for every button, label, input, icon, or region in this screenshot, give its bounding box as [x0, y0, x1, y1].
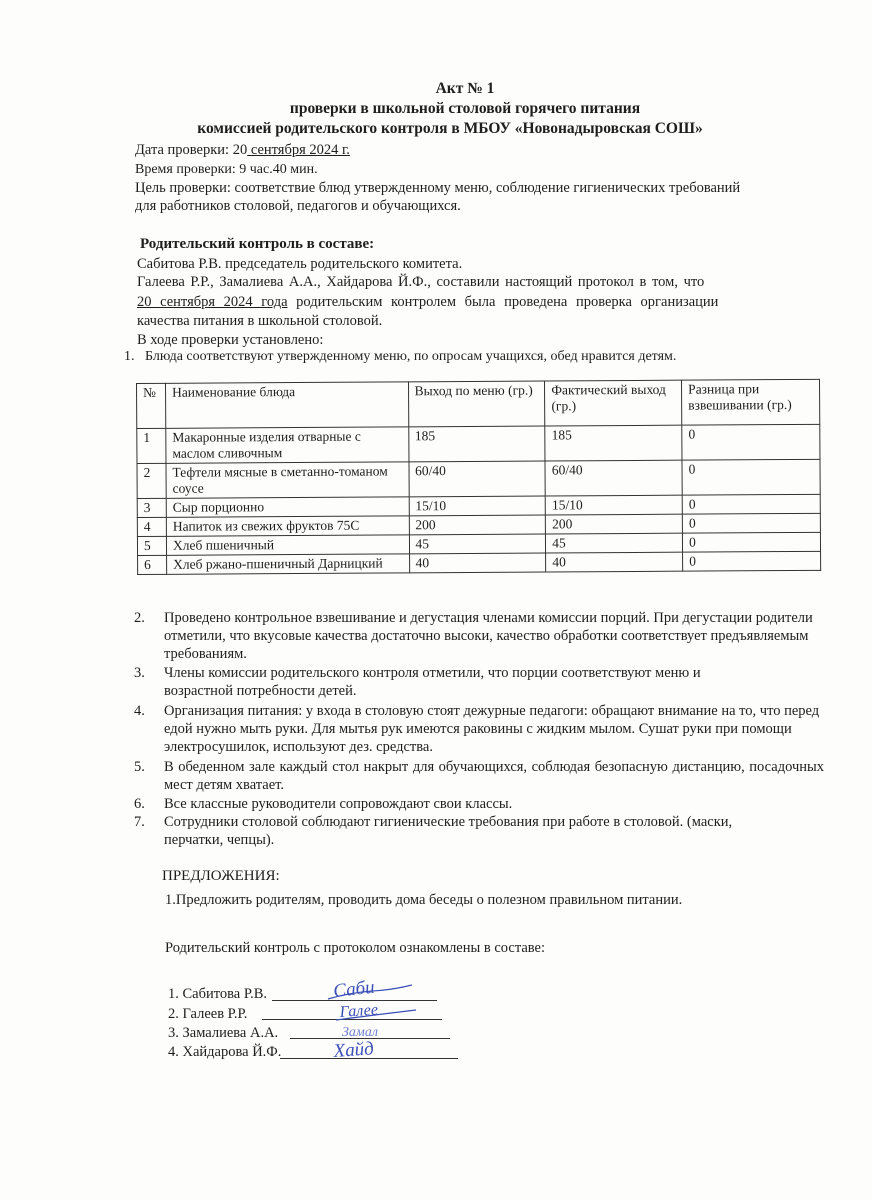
- cell: 45: [546, 533, 683, 553]
- column-header: №: [137, 383, 166, 428]
- table-row: [137, 424, 820, 463]
- cell: 60/40: [545, 460, 682, 496]
- item-number: 2.: [134, 610, 145, 626]
- proposals-heading: ПРЕДЛОЖЕНИЯ:: [162, 868, 280, 884]
- cell: 0: [682, 459, 820, 495]
- table-header-row: [137, 379, 820, 428]
- cell: 5: [137, 536, 166, 555]
- cell: 6: [138, 555, 167, 574]
- cell: 200: [409, 515, 546, 535]
- item-number: 5.: [134, 759, 145, 775]
- commission-line: качества питания в школьной столовой.: [137, 313, 383, 329]
- signatures-handwritten: [320, 975, 440, 1070]
- item-text: Блюда соответствуют утвержденному меню, по опросам учащихся, обед нравится детям.: [145, 349, 677, 364]
- cell: 1: [137, 428, 166, 463]
- cell: Тефтели мясные в сметанно-томаном соусе: [166, 462, 409, 498]
- cell: 4: [137, 517, 166, 536]
- commission-line: В ходе проверки установлено:: [137, 332, 324, 348]
- item-number: 3.: [134, 665, 145, 681]
- date-day: 20: [232, 142, 248, 158]
- column-header: Наименование блюда: [165, 382, 408, 428]
- document-subtitle-2: комиссией родительского контроля в МБОУ «Новонадыровская СОШ»: [197, 120, 703, 137]
- document-title: Акт № 1: [435, 80, 495, 97]
- document-subtitle: проверки в школьной столовой горячего питания: [289, 100, 641, 117]
- finding-item-4: [134, 702, 824, 756]
- item-text: Сотрудники столовой соблюдают гигиенические требования при работе в столовой. (маски, перчатки, чепцы).: [164, 814, 733, 848]
- signer-name: 4. Хайдарова Й.Ф.: [168, 1044, 282, 1060]
- cell: 45: [409, 534, 546, 554]
- cell: 200: [546, 514, 683, 534]
- date-label: Дата проверки:: [135, 142, 233, 158]
- commission-text: родительским контролем была проведена проверка организации: [287, 294, 719, 310]
- cell: 0: [683, 532, 821, 552]
- item-number: 6.: [134, 796, 145, 812]
- finding-item-6: [134, 795, 824, 813]
- proposal-item: 1.Предложить родителям, проводить дома беседы о полезном правильном питании.: [165, 892, 683, 908]
- item-text: Организация питания: у входа в столовую стоят дежурные педагоги: обращают внимание на то, что перед едой нужно мыть руки. Для мытья рук имеются раковины с жидким мылом. Сушат руки при помощи электросушилок, используют дез. средства.: [164, 703, 820, 755]
- item-text: Проведено контрольное взвешивание и дегустация членами комиссии порций. При дегустации родители отметили, что вкусовые качества достаточно высоки, качество обработки соответствует предъявляемым требованиям.: [164, 610, 813, 662]
- commission-line: Сабитова Р.В. председатель родительского комитета.: [137, 256, 463, 272]
- cell: Макаронные изделия отварные с маслом сливочным: [166, 427, 409, 463]
- signer-name: 3. Замалиева А.А.: [168, 1025, 279, 1041]
- commission-line: [137, 294, 718, 311]
- cell: 0: [683, 551, 821, 571]
- item-number: 1.: [124, 349, 135, 364]
- acknowledgement-heading: Родительский контроль с протоколом ознакомлены в составе:: [165, 940, 545, 956]
- column-header: Выход по меню (гр.): [408, 381, 545, 427]
- signature-khaydarova: Хайд: [332, 1038, 375, 1062]
- cell: 185: [408, 426, 545, 462]
- cell: 15/10: [409, 496, 546, 516]
- item-text: Члены комиссии родительского контроля отметили, что порции соответствуют меню и возрастной потребности детей.: [164, 665, 701, 699]
- signer-name: 1. Сабитова Р.В.: [168, 986, 268, 1002]
- item-number: 7.: [134, 814, 145, 830]
- cell: Напиток из свежих фруктов 75С: [166, 516, 409, 536]
- cell: Сыр порционно: [166, 497, 409, 517]
- signature-galeev: Галее: [339, 1001, 379, 1021]
- check-date-underlined: 20 сентября 2024 года: [137, 294, 288, 310]
- cell: 2: [137, 463, 166, 498]
- cell: 0: [682, 424, 820, 460]
- finding-item-3: [134, 664, 824, 700]
- finding-item-1: [124, 349, 676, 365]
- dishes-table: [136, 379, 821, 575]
- item-text: В обеденном зале каждый стол накрыт для обучающихся, соблюдая безопасную дистанцию, посадочных мест детям хватает.: [164, 759, 824, 793]
- commission-line: Галеева Р.Р., Замалиева А.А., Хайдарова Й.Ф., составили настоящий протокол в том, что: [137, 274, 705, 290]
- signature-zamalieva: Замал: [342, 1025, 378, 1040]
- cell: 0: [682, 513, 820, 533]
- inspection-date: [135, 142, 350, 159]
- table-row: [137, 459, 820, 498]
- finding-item-2: [134, 609, 824, 663]
- purpose-line-2: для работников столовой, педагогов и обучающихся.: [135, 198, 461, 214]
- item-text: Все классные руководители сопровождают свои классы.: [164, 796, 513, 812]
- item-number: 4.: [134, 703, 145, 719]
- column-header: Фактический выход (гр.): [545, 380, 682, 426]
- cell: Хлеб пшеничный: [166, 535, 409, 555]
- cell: 3: [137, 498, 166, 517]
- commission-heading: Родительский контроль в составе:: [140, 236, 375, 252]
- date-month-year: сентября 2024 г.: [247, 142, 350, 158]
- table-row: [138, 551, 821, 574]
- signature-sabitova: Саби: [332, 976, 376, 1002]
- cell: 40: [409, 553, 546, 573]
- finding-item-5: [134, 758, 824, 794]
- cell: 60/40: [409, 461, 546, 497]
- inspection-time: Время проверки: 9 час.40 мин.: [135, 162, 318, 177]
- cell: 40: [546, 552, 683, 572]
- cell: 15/10: [545, 495, 682, 515]
- signer-name: 2. Галеев Р.Р.: [168, 1006, 248, 1022]
- cell: Хлеб ржано-пшеничный Дарницкий: [167, 554, 410, 574]
- purpose-line-1: Цель проверки: соответствие блюд утвержденному меню, соблюдение гигиенических требований: [135, 180, 741, 196]
- cell: 185: [545, 425, 682, 461]
- column-header: Разница при взвешивании (гр.): [682, 379, 820, 425]
- finding-item-7: [134, 813, 824, 849]
- cell: 0: [682, 494, 820, 514]
